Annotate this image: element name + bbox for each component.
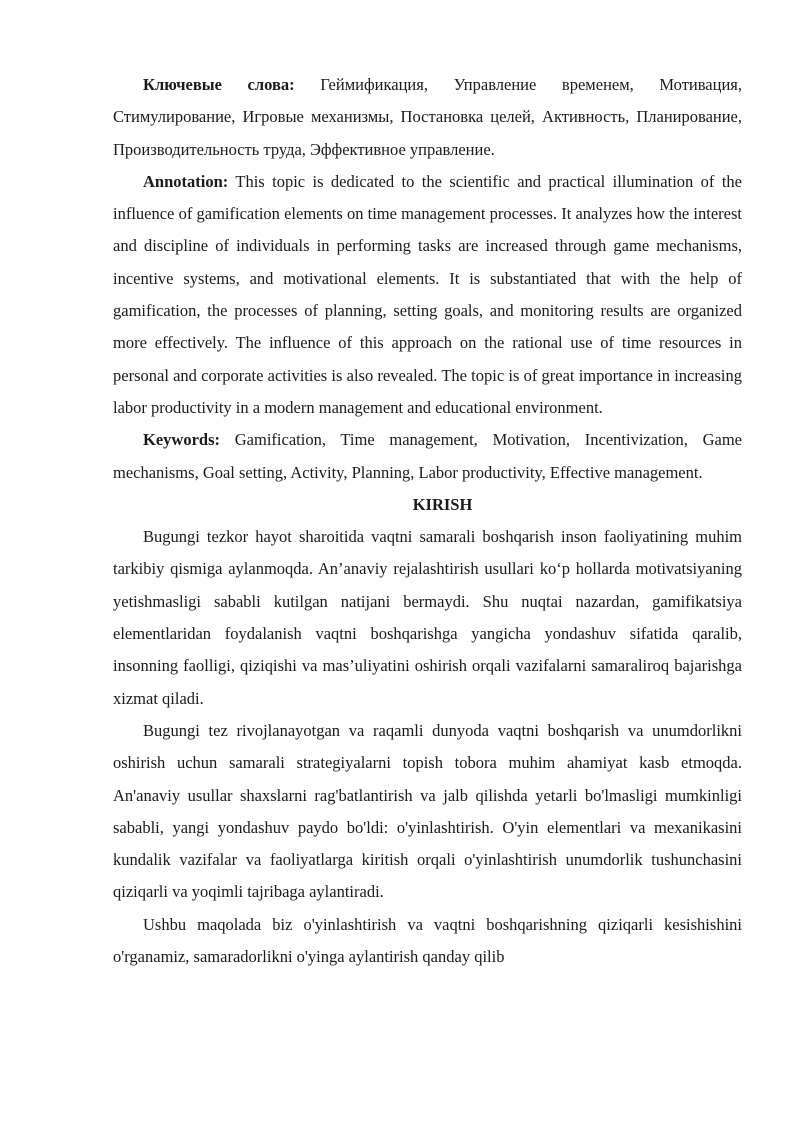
keywords-ru-text: Геймификация, Управление временем, Мотивация, Стимулирование, Игровые механизмы, Постановка целей, Активность, Планирование, Производительность труда, Эффективное управление. xyxy=(113,75,742,159)
section-heading-kirish: KIRISH xyxy=(412,494,473,514)
annotation-label: Annotation: xyxy=(143,171,229,191)
paragraph-keywords-en xyxy=(113,424,742,489)
paragraph-intro-2: Bugungi tez rivojlanayotgan va raqamli dunyoda vaqtni boshqarish va unumdorlikni oshirish uchun samarali strategiyalarni topish tobora muhim ahamiyat kasb etmoqda. An'anaviy usullar shaxslarni rag'batlantirish va jalb qilishda yetarli bo'lmasligi mumkinligi sababli, yangi yondashuv paydo bo'ldi: o'yinlashtirish. O'yin elementlari va mexanikasini kundalik vazifalar va faoliyatlarga kiritish orqali o'yinlashtirish unumdorlik tushunchasini qiziqarli va yoqimli tajribaga aylantiradi. xyxy=(113,720,742,902)
keywords-ru-label: Ключевые слова: xyxy=(143,75,295,94)
keywords-en-label: Keywords: xyxy=(143,430,220,450)
annotation-text: This topic is dedicated to the scientific and practical illumination of the influence of gamification elements on time management processes. It analyzes how the interest and discipline of individuals in performing tasks are increased through game mechanisms, incentive systems, and motivational elements. It is substantiated that with the help of gamification, the processes of planning, setting goals, and monitoring results are organized more effectively. The influence of this approach on the rational use of time resources in personal and corporate activities is also revealed. The topic is of great importance in increasing labor productivity in a modern management and educational environment. xyxy=(113,171,742,417)
paragraph-intro-3: Ushbu maqolada biz o'yinlashtirish va vaqtni boshqarishning qiziqarli kesishishini o'rganamiz, samaradorlikni o'yinga aylantirish qanday qilib xyxy=(113,914,742,967)
keywords-en-text: Gamification, Time management, Motivation, Incentivization, Game mechanisms, Goal setting, Activity, Planning, Labor productivity, Effective management. xyxy=(113,430,743,482)
text-column xyxy=(113,69,742,973)
paragraph-annotation xyxy=(113,166,742,424)
paragraph-intro-1: Bugungi tezkor hayot sharoitida vaqtni samarali boshqarish inson faoliyatining muhim tarkibiy qismiga aylanmoqda. An’anaviy rejalashtirish usullari ko‘p hollarda motivatsiyaning yetishmasligi sababli kutilgan natijani bermaydi. Shu nuqtai nazardan, gamifikatsiya elementlaridan foydalanish vaqtni boshqarishga yangicha yondashuv sifatida qaralib, insonning faolligi, qiziqishi va mas’uliyatini oshirish orqali vazifalarni samaraliroq bajarishga xizmat qiladi. xyxy=(113,527,742,708)
paragraph-keywords-ru xyxy=(113,69,742,166)
